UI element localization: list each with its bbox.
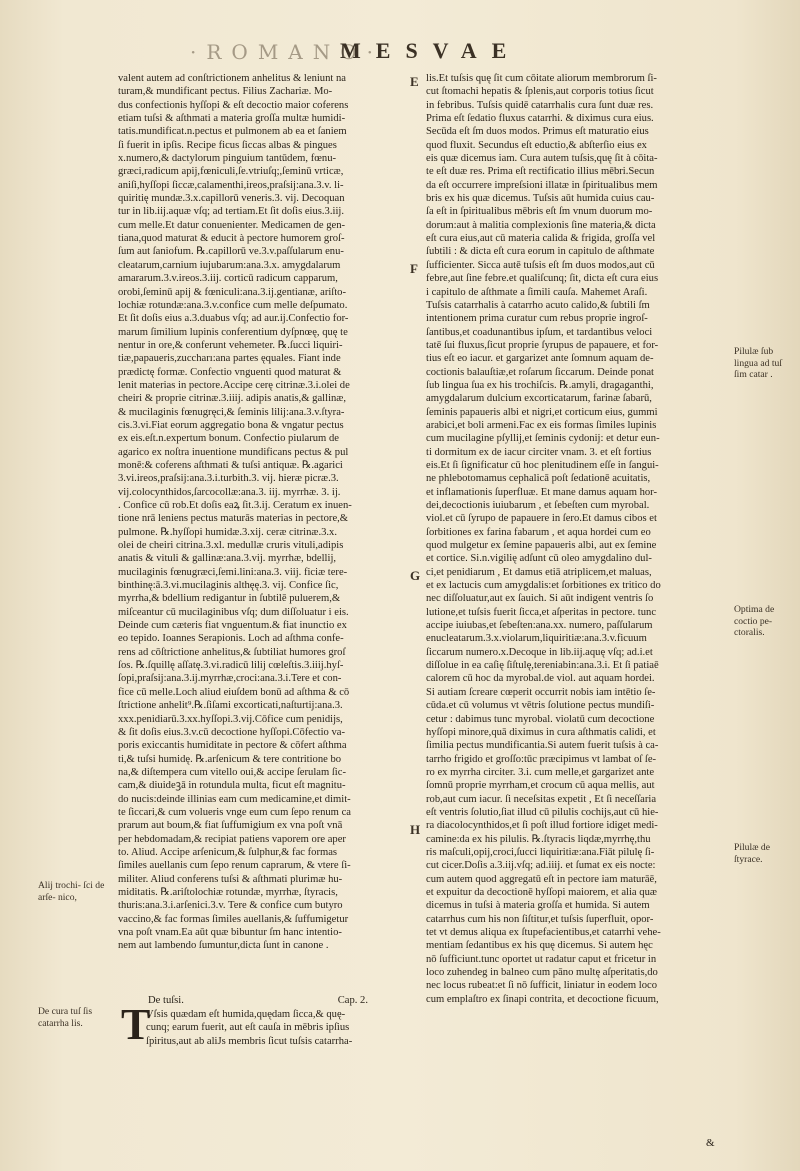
text-line: na,& diſtempera cum vitello oui,& accipe ſerulam ſic- <box>118 766 346 778</box>
text-line: in febribus. Tuſsis quidē catarrhalis cura ſunt duæ res. <box>426 99 654 111</box>
text-line: ſantibus,et coadunantibus ipſum, et tardantibus veloci <box>426 326 653 338</box>
text-line: ſiccarum numero.x.Decoque in lib.iij.aquę vſq; ad.i.et <box>426 646 653 658</box>
text-line: cum emplaſtro ex ſinapi contrita, et decoctione ficuum, <box>426 993 659 1005</box>
text-line: eo tepido. Ioannes Serapionis. Loch ad aſthma confe- <box>118 633 344 645</box>
text-line: ſtrictione anhelit⁹.℞.ſiſami excorticati,naſturtij:ana.3. <box>118 700 343 712</box>
text-line: ſum aut ſaniofum. ℞.capillorū ve.3.v.paſſularum enu- <box>118 246 344 258</box>
text-line: ex eis.eſt.n.expertum bonum. Confectio piularum de <box>118 433 339 445</box>
text-line: prædictę formæ. Confectio vnguenti quod maturat & <box>118 366 342 378</box>
text-line: ne phlebotomamus cephalicā poſt ſedationē acuitatis, <box>426 473 651 485</box>
text-line: dicemus in tuſsi à materia groſſa et humida. Si autem <box>426 900 650 912</box>
margin-note-pilulae-sub-lingua: Pilulæ ſub lingua ad tuſ ſim catar . <box>734 346 782 380</box>
right-text-column <box>426 72 721 1006</box>
text-line: Et ſit doſis eius a.3.duabus vſq; ad aur.ij.Confectio for- <box>118 313 349 325</box>
text-line: & mucilaginis fœnugręci,& ſeminis lilij:ana.3.v.ſtyra- <box>118 406 345 418</box>
text-line: ſopi,praſsij:ana.3.ij.myrrhæ,croci:ana.3.i.Tere et con- <box>118 673 342 685</box>
text-line: orobi,ſeminū apij & fœniculi:ana.3.ij.gentianæ, ariſto- <box>118 286 347 298</box>
text-line: i capitulo de aſthmate a ſimili cauſa. Mahemet Araſi. <box>426 286 648 298</box>
page-header <box>0 38 800 68</box>
text-line: et ex lactucis cum amygdalis:et ſorbitiones ex tritico do <box>426 580 661 592</box>
text-line: tiana,quod maturat & educit à pectore humorem groſ- <box>118 233 345 245</box>
text-line: amararum.3.v.ireos.3.iij. corticū radicum capparum, <box>118 273 338 285</box>
text-line: eis.Et ſi ſignificatur cū hoc plenitudinem eſſe in ſangui- <box>426 459 659 471</box>
text-line: 3.vi.ireos,praſsij:ana.3.i.turbith.3. vij. hieræ picræ.3. <box>118 473 339 485</box>
text-line: et cortice. Si.n.vigilię adſunt cū oleo amygdalino dul- <box>426 553 652 565</box>
text-line: cis.3.vi.Fiat eorum aggregatio bona & vngatur pectus <box>118 419 344 431</box>
text-line: per hebdomadam,& recipiat patiens vaporem ore aper <box>118 833 346 845</box>
text-line: xxx.penidiarū.3.xx.hyſſopi.3.vij.Cōfice cum penidijs, <box>118 713 343 725</box>
text-line: tiæ,papaueris,zuccharı:ana partes ęquales. Fiant inde <box>118 353 341 365</box>
text-line: tatis.mundificat.n.pectus et pulmonem ab ea et ſaniem <box>118 126 347 138</box>
text-line: ro ex myrrha circiter. 3.i. cum melle,et gargarizet ante <box>426 766 655 778</box>
margin-note-optima-decoctio: Optima de coctio pe- ctoralis. <box>734 604 775 638</box>
text-line: nec locus rubeat:et ſi nō ſufficit, liniatur in eodem loco <box>426 980 658 992</box>
text-line: pulmone. ℞.hyſſopi humidæ.3.xij. ceræ citrinæ.3.x. <box>118 526 338 538</box>
text-line: intentionem prima curatur cum rebus proprie ingroſ- <box>426 313 648 325</box>
chapter-title: De tuſsi. <box>148 995 184 1006</box>
text-line: ſubtili : & dicta eſt cura eorum in capitulo de aſthmate <box>426 246 655 258</box>
text-line: lenit materias in pectore.Accipe cerę citrinæ.3.i.olei de <box>118 379 350 391</box>
chapter-number: Cap. 2. <box>337 995 368 1006</box>
text-line: lutione,et tuſsis fuerit ſicca,et aſperitas in pectore. tunc <box>426 606 657 618</box>
text-line: cheiri & proprie citrinæ.3.iiij. adipis anatis,& gallinæ, <box>118 393 347 405</box>
text-line: do nucis:deinde illinias eam cum medicamine,et dimit- <box>118 793 351 805</box>
text-line: poris exiccantis humiditate in pectore & cōfert aſthma <box>118 740 347 752</box>
text-line: eis quæ dicemus iam. Cura autem tuſsis,quę ſit à cōita- <box>426 153 658 165</box>
text-line: tatē ſui fluxus,ſicut proprie ſyrupus de papauere, et for- <box>426 339 659 351</box>
section-letter-g: G <box>410 568 421 583</box>
text-line: agarico ex noſtra inuentione mundificans pectus & pul <box>118 446 349 458</box>
text-line: catarrhus cum his non ſiſtitur,et tuſsis ſuperfluit, opor- <box>426 913 654 925</box>
header-ornament: ·ROMANO· <box>190 40 383 64</box>
text-line: marum ſimilium lupinis conferentium dyſpnœę, quę te <box>118 326 348 338</box>
text-line: ſub lingua ſua ex his trochiſcis. ℞.amyli, dragaganthi, <box>426 379 654 391</box>
dropcap-initial: T <box>121 1000 151 1049</box>
section-letter-e: E <box>410 74 419 89</box>
section-letter-f: F <box>410 261 418 276</box>
catchword: & <box>706 1137 715 1149</box>
margin-note-pilulae-de-styrace: Pilulæ de ſtyrace. <box>734 842 770 865</box>
text-line: cum melle.Et datur conuenienter. Medicamen de gen- <box>118 219 346 231</box>
text-line: ci,et penidiarum , Et damus etiā atriplicem,et maluas, <box>426 566 652 578</box>
margin-note-alij-trochisci: Alij trochi- ſci de arſe- nico, <box>38 880 105 903</box>
text-line: ſi fuerit in ipſis. Recipe ficus ſiccas albas & pingues <box>118 139 337 151</box>
running-title: MESVAE <box>340 38 522 63</box>
text-line: tet vt demus aliqua ex ſtupefacientibus,et catarrhi vehe- <box>426 927 661 938</box>
text-line: militer. Aliud conferens tuſsi & aſthmati plurimæ hu- <box>118 873 343 885</box>
text-line: Secūda eſt ſm duos modos. Primus eſt maturatio eius <box>426 126 649 138</box>
text-line: tione nrā leniens pectus maturās materias in pectore,& <box>118 513 349 525</box>
text-line: etiam tuſsi & aſthmati a materia groſſa multæ humidi- <box>118 113 346 125</box>
text-line: lochiæ rotundæ:ana.3.v.confice cum melle deſpumato. <box>118 299 348 311</box>
text-line: fice cū melle.Loch aliud eiuſdem bonū ad aſthma & cō <box>118 686 350 698</box>
text-line: græci,radicum apij,fœniculi,ſe.vtriuſq;,ſeminū vrticæ, <box>118 166 344 178</box>
text-line: calorem cū hoc da myrobal.de viol. aut aquam hordei. <box>426 673 655 685</box>
text-line: . Confice cū rob.Et doſis eaꝝ ſit.3.ij. Ceratum ex inuen- <box>118 500 352 511</box>
text-line: arabici,et boli armeni.Fac ex eis formas ſimiles lupinis <box>426 419 657 431</box>
text-line: thuris:ana.3.i.arſenici.3.v. Tere & confice cum butyro <box>118 900 343 912</box>
text-line: vij.colocynthidos,ſarcocollæ:ana.3. iij. myrrhæ. 3. ij. <box>118 486 341 498</box>
text-line: viol.et cū ſyrupo de papauere in ſero.Et damus cibos et <box>426 513 657 525</box>
text-line: nentur in ore,& conferunt vehemeter. ℞.ſucci liquiri- <box>118 339 343 351</box>
text-line: Prima eſt ſedatio fluxus catarrhi. & diximus cura eius. <box>426 113 654 125</box>
text-line: nō ſufficiunt.tunc oportet ut radatur caput et fricetur in <box>426 953 657 965</box>
text-line: ſufficienter. Sicca autē tuſsis eſt ſm duos modos,aut cū <box>426 259 655 271</box>
text-line: binthinę:ā.3.vi.mucilaginis althęę.3. vij. Confice ſic, <box>118 580 339 592</box>
text-line: & ſit doſis eius.3.v.cū decoctione hyſſopi.Cōfectio va- <box>118 726 346 738</box>
text-line: x.numero,& dactylorum pinguium tantūdem, fœnu- <box>118 153 337 165</box>
text-line: cam,& diuideꝫā in rotundula multa, ficut eſt magnitu- <box>118 780 346 792</box>
text-line: turam,& mundificant pectus. Filius Zachariæ. Mo- <box>118 86 333 98</box>
text-line: nem aut lambendo ſumuntur,dicta ſunt in canone . <box>118 940 329 952</box>
text-line: eſt ventris ſolutio,ſiat illud cū pilulis cochijs,aut cū hie- <box>426 806 659 818</box>
text-line: cut cicer.Doſis a.3.iij.vſq; ad.iiij. et ſumat ex eis nocte: <box>426 860 656 872</box>
text-line: ſomnū proprie myrrham,et crocum cū aqua mellis, aut <box>426 780 655 792</box>
text-line: amygdalarum dulcium excorticatarum, farinæ ſabarū, <box>426 393 652 405</box>
chapter-heading <box>118 994 408 1007</box>
text-line: aniſi,hyſſopi ſiccæ,calamenthi,ireos,praſsij:ana.3.v. li- <box>118 179 344 191</box>
chapter-text-line: cunq; earum fuerit, aut eſt cauſa in mēbris ipſius <box>146 1022 350 1034</box>
text-line: quod mulgetur ex ſemine papaueris albi, aut ex ſemine <box>426 540 657 552</box>
text-line: rob,aut cum iacur. ſi neceſsitas expetit , Et ſi neceſſaria <box>426 793 657 805</box>
text-line: ſeminis papaueris albi et nigri,et corticum eius, gummi <box>426 406 658 418</box>
text-line: miſceantur cū mucilaginibus vſq; dum diſſoluatur i eis. <box>118 606 349 618</box>
text-line: ſimiles auellanis cum ſepo renum caprarum, & vtere ſi- <box>118 860 351 872</box>
text-line: tius eſt eo iacur. et gargarizet ante ſomnum aquam de- <box>426 353 654 365</box>
text-line: cūda.et cū volumus vt vētris ſolutione pectus mundiſi- <box>426 700 655 712</box>
text-line: ſa eſt in ſpiritualibus mēbris eſt ſm vnum duorum mo- <box>426 206 653 218</box>
text-line: bris ex his quæ dicemus. Tuſsis aūt humida cuius cau- <box>426 193 655 205</box>
text-line: ſorbitiones ex farina fabarum , et aqua hordei cum eo <box>426 526 651 538</box>
text-line: tur in lib.iij.aquæ vſq; ad tertiam.Et ſit doſis eius.3.iij. <box>118 206 344 218</box>
text-line: te eſt duæ res. Prima eſt rectificatio illius mēbri.Secun <box>426 166 655 178</box>
text-line: et expuitur da decoctionē hyſſopi maiorem, et alia quæ <box>426 886 657 898</box>
text-line: cum mucilagine pſyllij,et ſeminis cydonij: et detur eun- <box>426 433 660 445</box>
text-line: anatis & vituli & gallinæ:ana.3.vij. myrrhæ, bdellij, <box>118 553 337 565</box>
text-line: ti dormitum ex de iacur circiter vnam. 3. et eſt fortius <box>426 446 652 458</box>
text-line: dus confectionis hyſſopi & eſt decoctio maior coferens <box>118 99 349 111</box>
text-line: mentiam ſedantibus ex his quę dicemus. Si autem hęc <box>426 940 653 952</box>
text-line: febre,aut ſine febre.et qualiſcunq; ſit, dicta eſt cura eius <box>426 273 659 285</box>
text-line: eſt cura eius,aut cū materia calida & frigida, groſſa vel <box>426 233 656 245</box>
text-line: vna poſt vnam.Ea aūt quæ bibuntur ſm hanc intentio- <box>118 927 342 938</box>
text-line: hyſſopi minore,quā diximus in cura aſthmatis calidi, et <box>426 726 656 738</box>
text-line: cleatarum,carnium iujubarum:ana.3.x. amygdalarum <box>118 259 341 271</box>
text-line: quiritię mundæ.3.x.capillorū veneris.3. vij. Decoquan <box>118 193 345 205</box>
text-line: myrrha,& bdellium redigantur in ſubtilē puluerem,& <box>118 593 341 605</box>
text-line: coctionis balauſtiæ,et roſarum ſiccarum. Deinde ponat <box>426 366 654 378</box>
text-line: ſimilia pectus mundificantia.Si autem fuerit tuſsis à ca- <box>426 740 659 752</box>
text-line: olei de cheiri citrina.3.xl. medullæ cruris vituli,adipis <box>118 540 344 552</box>
text-line: lis.Et tuſsis quę ſit cum cōitate aliorum membrorum ſi- <box>426 73 657 84</box>
text-line: ti,& tuſsi humidę. ℞.arſenicum & tere contritione bo <box>118 753 342 765</box>
text-line: accipe iuiubas,et ſebeſten:ana.xx. numero, paſſularum <box>426 620 653 632</box>
text-line: ris maſculi,opij,croci,ſucci liquiritiæ:ana.Fiāt pilulę ſi- <box>426 846 655 858</box>
text-line: valent autem ad conſtrictionem anhelitus & leniunt na <box>118 73 346 84</box>
text-line: Tuſsis catarrhalis à catarrho acuto calido,& ſubtili ſm <box>426 299 650 311</box>
text-line: miditatis. ℞.ariſtolochiæ rotundæ, myrrhæ, ſtyracis, <box>118 886 338 898</box>
text-line: enucleatarum.3.x.violarum,liquiritiæ:ana.3.v.ficuum <box>426 633 647 645</box>
text-line: rens ad cōſtrictione anhelitus,& ſubtiliat humores groſ <box>118 646 346 658</box>
margin-note-de-cura-tussis: De cura tuſ ſis catarrha lis. <box>38 1006 93 1029</box>
text-line: nec diſſoluatur,aut ex ſauich. Si aūt indigent ventris ſo <box>426 593 654 605</box>
text-line: cut ſtomachi hepatis & ſplenis,aut corporis totius ſicut <box>426 86 654 98</box>
text-line: mucilaginis fœnugræci,ſemi.lini:ana.3. viij. ficiæ tere- <box>118 566 348 578</box>
text-line: to. Aliud. Accipe arſenicum,& ſulphur,& fac formas <box>118 846 338 858</box>
text-line: loco zuhendeg in balneo cum pāno multę aſperitatis,do <box>426 967 658 979</box>
text-line: tarrho frigido et groſſo:tūc præcipimus vt lambat oſ ſe- <box>426 753 657 765</box>
text-line: vaccino,& fac formas ſimiles auellanis,& ſuffumigetur <box>118 913 349 925</box>
text-line: et inflamationis ſuperfluæ. Et mane damus aquam hor- <box>426 486 658 498</box>
section-letter-h: H <box>410 822 421 837</box>
text-line: prarum aut boum,& fiat ſuffumigium ex vna poſt vnā <box>118 820 343 832</box>
text-line: dei,decoctionis iuiubarum , et ſebeſten cum myrobal. <box>426 500 650 511</box>
text-line: dorum:aut à malitia complexionis ſine materia,& dicta <box>426 219 656 231</box>
chapter-text-line: ſpiritus,aut ab aliJs membris ſicut tuſsis catarrha- <box>146 1035 353 1047</box>
left-text-column <box>118 72 408 953</box>
text-line: ra diacolocynthidos,et ſi poſt illud fortiore idiget medi- <box>426 820 658 832</box>
text-line: Si autiam ſcreare cœperit occurrit nobis iam intētio ſe- <box>426 686 656 698</box>
text-line: da eſt occurrere impreſsioni illatæ in ſpiritualibus mem <box>426 179 658 191</box>
text-line: cetur : dabimus tunc myrobal. violatū cum decoctione <box>426 713 655 725</box>
text-line: monē:& coferens aſthmati & tuſsi antiquæ. ℞.agarici <box>118 459 343 471</box>
chapter-text-line: Vſsis quædam eſt humida,quędam ſicca,& quę- <box>146 1009 346 1020</box>
text-line: camine:da ex his pilulis. ℞.ſtyracis liqdæ,myrrhę,thu <box>426 833 651 845</box>
text-line: diſſolue in ea caſię ſiſtulę,tereniabin:ana.3.i. Et ſi patiaē <box>426 660 659 672</box>
text-line: ſos. ℞.ſquillę aſſatę.3.vi.radicū lilij cœleſtis.3.iiij.hyſ- <box>118 660 344 672</box>
text-line: quod fluxit. Secundus eſt eductio,& abſterſio eius ex <box>426 139 647 151</box>
text-line: cum autem quod aggregatū eſt in pectore iam maturāē, <box>426 873 657 885</box>
text-line: te ſiccari,& cum volueris vnge eum cum ſepo renum ca <box>118 806 351 818</box>
text-line: Deinde cum cæteris fiat vnguentum.& fiat inunctio ex <box>118 620 347 632</box>
